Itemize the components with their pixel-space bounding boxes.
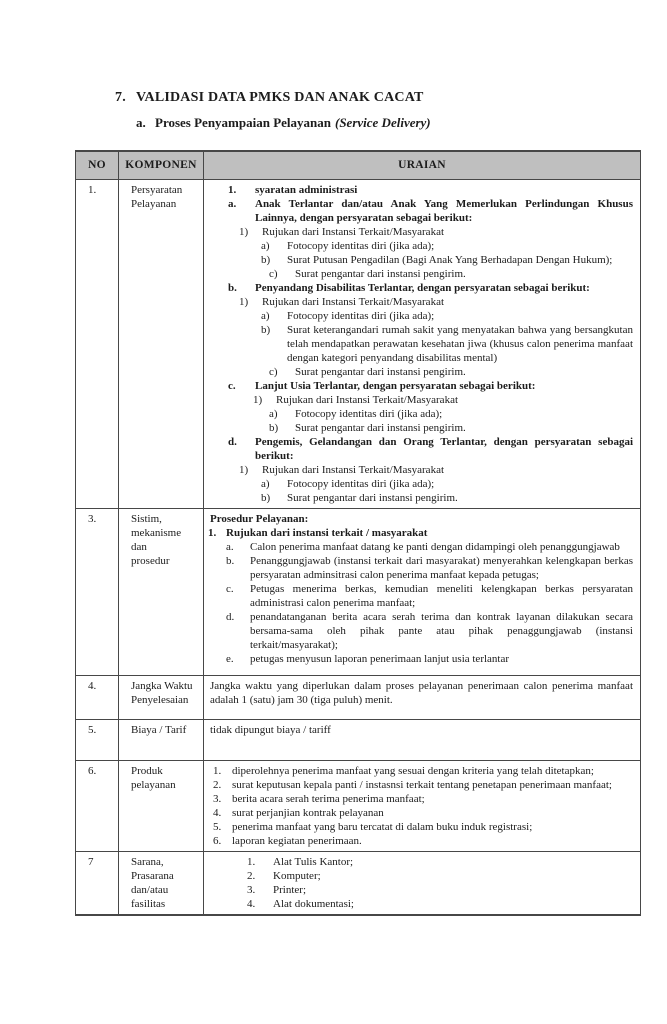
list-item-text: Surat keterangandari rumah sakit yang menyatakan bahwa yang bersangkutan telah mendapatkan perawatan kesehatan jiwa (khusus calon penerima manfaat dengan kategori penyandang disabilitas mental) (287, 323, 633, 364)
list-item-text: Fotocopy identitas diri (jika ada); (295, 407, 443, 420)
list-item-text: diperolehnya penerima manfaat yang sesuai dengan kriteria yang telah ditetapkan; (232, 764, 594, 777)
uraian-line (208, 554, 633, 582)
uraian-cell (204, 719, 641, 760)
list-item-text: Penanggungjawab (instansi terkait dari masyarakat) menyerahkan kelengkapan berkas persyaratan adminsitrasi calon penerima manfaat kepada petugas; (250, 554, 633, 581)
uraian-cell (204, 851, 641, 915)
list-item-text: Fotocopy identitas diri (jika ada); (287, 239, 435, 252)
list-marker: 1) (239, 295, 249, 308)
section-subheading (136, 115, 431, 131)
list-marker: 1) (239, 225, 249, 238)
uraian-line (208, 281, 633, 295)
list-item-text: Printer; (273, 883, 306, 896)
uraian-line (208, 435, 633, 463)
section-subheading-text (155, 115, 431, 131)
uraian-line (208, 834, 633, 848)
table-header-row (76, 151, 641, 179)
uraian-line (208, 883, 633, 897)
uraian-line (208, 407, 633, 421)
list-marker: 1. (208, 526, 217, 539)
uraian-line (208, 806, 633, 820)
uraian-cell (204, 179, 641, 508)
list-marker: b) (261, 491, 271, 504)
list-item-text: Rujukan dari Instansi Terkait/Masyarakat (262, 463, 445, 476)
list-item-text: penerima manfaat yang baru tercatat di dalam buku induk registrasi; (232, 820, 533, 833)
uraian-line (208, 610, 633, 652)
list-item-text: Fotocopy identitas diri (jika ada); (287, 477, 435, 490)
list-item-text: Pengemis, Gelandangan dan Orang Terlantar, dengan persyaratan sebagai berikut: (255, 435, 633, 462)
table-row (76, 719, 641, 760)
list-item-text: Surat pengantar dari instansi pengirim. (295, 365, 466, 378)
komponen-line: Sarana, (131, 855, 164, 868)
uraian-line (208, 491, 633, 505)
uraian-line (208, 421, 633, 435)
list-item-text: Calon penerima manfaat datang ke panti dengan didampingi oleh penanggungjawab (250, 540, 620, 553)
list-marker: 2. (247, 869, 256, 882)
list-item-text: Fotocopy identitas diri (jika ada); (287, 309, 435, 322)
list-item-text: surat keputusan kepala panti / instasnsi terkait tentang penetapan penerimaan manfaat; (232, 778, 612, 791)
table-row (76, 675, 641, 719)
list-item-text: berita acara serah terima penerima manfaat; (232, 792, 425, 805)
row-number-cell: 3. (76, 508, 119, 675)
uraian-cell (204, 508, 641, 675)
table-row (76, 179, 641, 508)
komponen-line: Biaya / Tarif (131, 723, 187, 736)
list-item-text: Rujukan dari Instansi Terkait/Masyarakat (276, 393, 459, 406)
komponen-line: Prasarana (131, 869, 174, 882)
subheading-italic-text: (Service Delivery) (335, 115, 431, 130)
komponen-line: prosedur (131, 554, 170, 567)
section-heading-text: VALIDASI DATA PMKS DAN ANAK CACAT (136, 90, 424, 105)
komponen-line: Sistim, (131, 512, 162, 525)
service-delivery-table (75, 150, 641, 916)
table-row (76, 851, 641, 915)
column-header-no: NO (76, 151, 119, 179)
uraian-line (208, 239, 633, 253)
list-marker: a. (228, 197, 237, 210)
list-item-text: Surat pengantar dari instansi pengirim. (287, 491, 458, 504)
uraian-line (208, 267, 633, 281)
list-item-text: surat perjanjian kontrak pelayanan (232, 806, 384, 819)
list-marker: 6. (213, 834, 222, 847)
list-marker: b) (261, 323, 271, 336)
list-marker: a) (269, 407, 278, 420)
uraian-line (208, 526, 633, 540)
komponen-cell (119, 508, 204, 675)
uraian-line (208, 764, 633, 778)
list-item-text: penandatanganan berita acara serah terima dan kontrak layanan dilakukan secara bersama-sama oleh pihak pante atau pihak penaggungjawab (instansi terkait/masyarakat); (250, 610, 633, 651)
uraian-line (208, 512, 633, 526)
list-marker: d. (228, 435, 237, 448)
komponen-line: pelayanan (131, 778, 176, 791)
list-item-text: Lanjut Usia Terlantar, dengan persyaratan sebagai berikut: (255, 379, 536, 392)
uraian-line (208, 183, 633, 197)
uraian-line (208, 540, 633, 554)
table-body (76, 179, 641, 915)
list-marker: 4. (247, 897, 256, 910)
uraian-line (208, 393, 633, 407)
list-marker: b. (226, 554, 235, 567)
komponen-line: Pelayanan (131, 197, 177, 210)
section-heading (115, 90, 424, 106)
list-item-text: Surat pengantar dari instansi pengirim. (295, 267, 466, 280)
komponen-line: Jangka Waktu (131, 679, 193, 692)
list-marker: a) (261, 309, 270, 322)
list-marker: 1. (247, 855, 256, 868)
uraian-line (208, 253, 633, 267)
uraian-line (208, 463, 633, 477)
uraian-line (208, 652, 633, 666)
list-marker: e. (226, 652, 234, 665)
komponen-line: dan/atau fasilitas (131, 883, 169, 910)
list-marker: b. (228, 281, 237, 294)
row-number-cell: 7 (76, 851, 119, 915)
uraian-line (208, 365, 633, 379)
table-row (76, 760, 641, 851)
list-marker: 1. (213, 764, 222, 777)
section-heading-number: 7. (115, 90, 126, 105)
list-item-text: Surat Putusan Pengadilan (Bagi Anak Yang Berhadapan Dengan Hukum); (287, 253, 613, 266)
column-header-uraian: URAIAN (204, 151, 641, 179)
komponen-line: Persyaratan (131, 183, 183, 196)
list-item-text: laporan kegiatan penerimaan. (232, 834, 362, 847)
list-item-text: Alat Tulis Kantor; (273, 855, 354, 868)
list-item-text: Rujukan dari Instansi Terkait/Masyarakat (262, 295, 445, 308)
list-marker: 4. (213, 806, 222, 819)
uraian-line (208, 477, 633, 491)
list-marker: a. (226, 540, 234, 553)
list-marker: b) (261, 253, 271, 266)
table-row (76, 508, 641, 675)
subheading-main-text: Proses Penyampaian Pelayanan (155, 115, 331, 130)
uraian-line (208, 897, 633, 911)
uraian-line (208, 197, 633, 225)
uraian-line (208, 309, 633, 323)
list-marker: 5. (213, 820, 222, 833)
list-item-text: Surat pengantar dari instansi pengirim. (295, 421, 466, 434)
row-number-cell: 1. (76, 179, 119, 508)
uraian-line (208, 869, 633, 883)
komponen-cell (119, 851, 204, 915)
row-number-cell: 4. (76, 675, 119, 719)
komponen-cell (119, 179, 204, 508)
list-item-text: Penyandang Disabilitas Terlantar, dengan persyaratan sebagai berikut: (255, 281, 590, 294)
row-number-cell: 5. (76, 719, 119, 760)
komponen-cell (119, 760, 204, 851)
list-item-text: tidak dipungut biaya / tariff (210, 723, 331, 736)
komponen-line: Produk (131, 764, 163, 777)
uraian-line (208, 820, 633, 834)
uraian-cell (204, 760, 641, 851)
list-marker: 1. (228, 183, 237, 196)
list-marker: c) (269, 267, 278, 280)
list-marker: 1) (239, 463, 249, 476)
uraian-line (208, 379, 633, 393)
list-marker: a) (261, 239, 270, 252)
list-item-text: Rujukan dari Instansi Terkait/Masyarakat (262, 225, 445, 238)
list-marker: 3. (213, 792, 222, 805)
list-item-text: syaratan administrasi (255, 183, 358, 196)
list-item-text: Petugas menerima berkas, kemudian meneliti kelengkapan berkas persyaratan administrasi calon penerima manfaat; (250, 582, 633, 609)
row-number-cell: 6. (76, 760, 119, 851)
uraian-line (208, 792, 633, 806)
uraian-line (208, 225, 633, 239)
list-marker: b) (269, 421, 279, 434)
list-marker: c. (226, 582, 234, 595)
column-header-komponen: KOMPONEN (119, 151, 204, 179)
list-marker: 2. (213, 778, 222, 791)
uraian-cell (204, 675, 641, 719)
list-marker: d. (226, 610, 235, 623)
uraian-line (208, 582, 633, 610)
uraian-line (208, 855, 633, 869)
uraian-line (208, 323, 633, 365)
komponen-line: Penyelesaian (131, 693, 189, 706)
list-item-text: Komputer; (273, 869, 321, 882)
list-marker: 1) (253, 393, 263, 406)
list-item-text: petugas menyusun laporan penerimaan lanjut usia terlantar (250, 652, 510, 665)
uraian-line (208, 778, 633, 792)
list-marker: a) (261, 477, 270, 490)
uraian-line (208, 679, 633, 707)
list-item-text: Alat dokumentasi; (273, 897, 354, 910)
komponen-line: mekanisme dan (131, 526, 182, 553)
list-marker: c) (269, 365, 278, 378)
list-item-text: Rujukan dari instansi terkait / masyarakat (226, 526, 428, 539)
list-item-text: Jangka waktu yang diperlukan dalam proses pelayanan penerimaan calon penerima manfaat adalah 1 (satu) jam 30 (tiga puluh) menit. (210, 679, 633, 706)
uraian-line (208, 723, 633, 737)
uraian-line (208, 295, 633, 309)
komponen-cell (119, 675, 204, 719)
list-marker: c. (228, 379, 236, 392)
list-item-text: Prosedur Pelayanan: (210, 512, 309, 525)
komponen-cell (119, 719, 204, 760)
list-marker: 3. (247, 883, 256, 896)
list-item-text: Anak Terlantar dan/atau Anak Yang Memerlukan Perlindungan Khusus Lainnya, dengan persyaratan sebagai berikut: (255, 197, 633, 224)
section-subheading-letter: a. (136, 115, 146, 130)
